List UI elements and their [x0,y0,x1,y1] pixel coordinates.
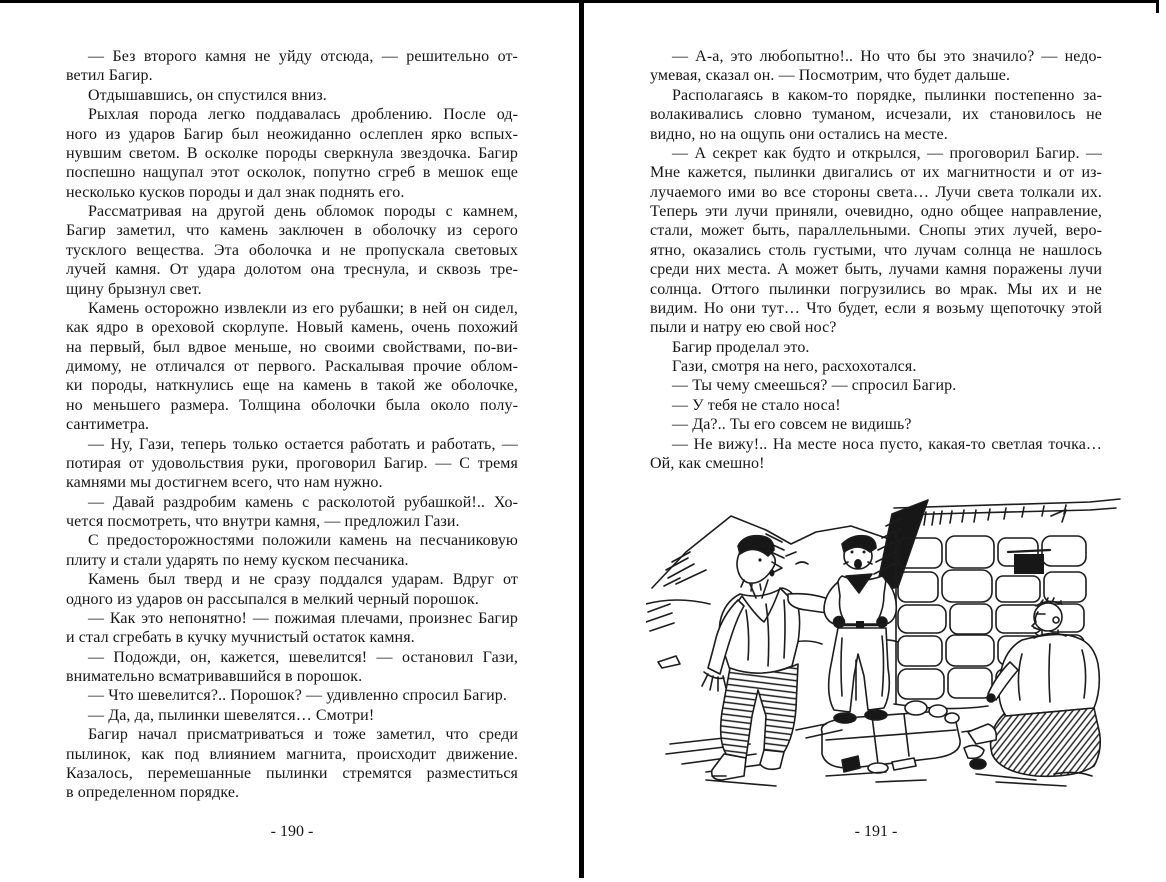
paragraph [650,86,1102,144]
text-line: и стал сгребать в кучку мучнистый остаток камня. [66,629,415,647]
text-line: тусклого вещества. Эта оболочка и не пропускала световых [66,241,518,259]
text-line: видно, но на ощупь они остались на месте. [650,125,948,143]
text-line: стали, может быть, параллельными. Снопы этих лучей, веро- [650,222,1102,240]
text-line: Камень осторожно извлекли из его рубашки; в ней он сидел, [88,299,518,317]
text-line: ветил Багир. [66,67,153,85]
text-line: Казалось, перемешанные пылинки стремятся разместиться [66,764,518,782]
paragraph [66,531,518,570]
text-line: плиту и стали ударять по нему куском песчаника. [66,551,409,569]
text-line: — Ну, Гази, теперь только остается работать и работать, — [88,435,518,453]
text-line: солнца. Оттого пылинки погрузились во мрак. Мы их и не [650,280,1102,298]
text-line: димому, не отличался от первого. Раскалывая прочие облом- [66,358,518,375]
paragraph [650,376,1102,395]
text-line: Гази, смотря на него, расхохотался. [672,358,917,375]
paragraph [66,202,518,299]
text-line: Располагаясь в каком-то порядке, пылинки постепенно за- [672,86,1102,104]
text-line: — А-а, это любопытно!.. Но что бы это значило? — недо- [672,48,1102,65]
text-line: ки породы, наткнулись еще на камень в такой же оболочке, [66,377,518,395]
text-line: — Да?.. Ты его совсем не видишь? [672,416,912,434]
text-line: внимательно всматривавшийся в порошок. [66,668,363,685]
seated-man [964,598,1100,786]
text-line: как ядро в ореховой скорлупе. Новый камень, очень похожий [66,319,518,337]
text-line: Теперь эти лучи приняли, очевидно, одно общее направление, [650,203,1102,220]
text-line: несколько кусков породы и дал знак поднять его. [66,183,405,201]
paragraph [650,144,1102,338]
text-line: — Да, да, пылинки шевелятся… Смотри! [88,706,375,724]
text-line: — Давай раздробим камень с расколотой рубашкой!.. Хо- [88,493,518,511]
text-line: ного из ударов Багир был неожиданно ослеплен ярко вспых- [66,125,518,143]
page-191-text [650,47,1102,473]
text-line: волакивались словно туманом, исчезали, их становилось не [650,106,1102,124]
text-line: Багир проделал это. [672,338,810,356]
paragraph [650,338,1102,357]
text-line: потирая от удовольствия руки, проговорил Багир. — С тремя [66,454,518,472]
text-line: на первый, был вдвое меньше, но своими свойствами, по-ви- [66,338,518,356]
text-line: Багир начал присматриваться и тоже заметил, что среди [88,726,518,744]
text-line: в определенном порядке. [66,784,240,802]
text-line: пыли и натру ею свой нос? [650,319,837,337]
page-number-191: - 191 - [854,823,898,840]
text-line: — Что шевелится?.. Порошок? — удивленно спросил Багир. [88,687,507,705]
paragraph [650,435,1102,474]
text-line: поспешно нащупал этот осколок, попутно сгреб в мешок еще [66,164,518,182]
text-line: Отдышавшись, он спустился вниз. [88,86,327,104]
text-line: Ой, как смешно! [650,454,765,472]
paragraph [66,570,518,609]
text-line: — Без второго камня не уйду отсюда, — решительно от- [88,48,518,65]
text-line: — Не вижу!.. На месте носа пусто, какая-то светлая точка… [672,435,1102,453]
text-line: камнями мы достигнем всего, что нам нужно. [66,474,383,492]
text-line: — А секрет как будто и открылся, — проговорил Багир. — [672,144,1102,162]
paragraph [66,493,518,532]
text-line: — У тебя не стало носа! [672,396,841,414]
text-line: одного из ударов он рассыпался в мелкий черный порошок. [66,590,479,608]
paragraph [66,648,518,687]
text-line: среди них места. А может быть, лучами камня поражены лучи [650,261,1102,279]
paragraph [66,86,518,105]
top-right-edge-tick [1156,0,1159,13]
story-illustration [646,492,1140,808]
paragraph [66,47,518,86]
text-line: лучей камня. От удара долотом она треснула, и сквозь тре- [66,261,518,279]
text-line: Рыхлая порода легко поддавалась дроблению. После од- [88,106,518,124]
page-190-text [66,47,518,803]
paragraph [650,396,1102,415]
paragraph [650,415,1102,434]
paragraph [66,686,518,705]
paragraph [66,299,518,435]
text-line: Багир заметил, что камень заключен в оболочку из серого [66,222,518,240]
text-line: Камень был тверд и не сразу поддался ударам. Вдруг от [88,571,518,589]
page-number-190: - 190 - [270,823,314,840]
paragraph [66,706,518,725]
text-line: сантиметра. [66,416,150,434]
paragraph [66,609,518,648]
text-line: лучаемого ими во все стороны света… Лучи света толкали их. [650,183,1102,201]
text-line: С предосторожностями положили камень на песчаниковую [88,532,518,550]
center-page-divider [579,0,584,878]
paragraph [66,725,518,803]
paragraph [650,47,1102,86]
paragraph [66,435,518,493]
text-line: нувшим светом. В осколке породы сверкнула звездочка. Багир [66,144,518,162]
paragraph [66,105,518,202]
text-line: Мне кажется, пылинки двигались от их магнитности и от из- [650,164,1102,182]
text-line: чется посмотреть, что внутри камня, — предложил Гази. [66,513,460,530]
paragraph [650,357,1102,376]
text-line: щину брызнул свет. [66,280,202,298]
text-line: но меньшего размера. Толщина оболочки была около полу- [66,396,518,414]
text-line: видим. Но они тут… Что будет, если я возьму щепоточку этой [650,299,1102,317]
text-line: — Ты чему смеешься? — спросил Багир. [672,377,957,395]
text-line: умевая, сказал он. — Посмотрим, что будет дальше. [650,67,1011,85]
text-line: ятно, оказались столь густыми, что лучам солнца не нашлось [650,241,1102,259]
text-line: Рассматривая на другой день обломок породы с камнем, [88,203,518,220]
text-line: — Как это непонятно! — пожимая плечами, произнес Багир [88,609,518,627]
text-line: — Подожди, он, кажется, шевелится! — остановил Гази, [88,648,518,666]
text-line: пылинок, как под влиянием магнита, происходит движение. [66,745,518,763]
